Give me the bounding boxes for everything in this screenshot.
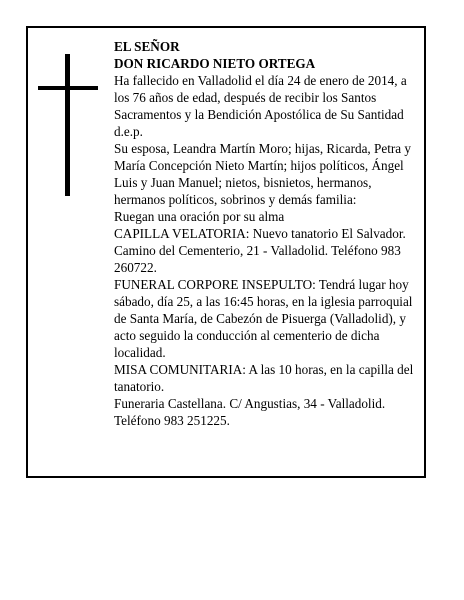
cross-vertical-bar <box>65 54 70 196</box>
cross-horizontal-bar <box>38 86 98 90</box>
wake-chapel-info: CAPILLA VELATORIA: Nuevo tanatorio El Salvador. Camino del Cementerio, 21 - Valladolid. Teléfono 983 260722. <box>114 226 406 275</box>
funeral-home-info: Funeraria Castellana. C/ Angustias, 34 - Valladolid. Teléfono 983 251225. <box>114 396 386 428</box>
notice-title: EL SEÑOR <box>114 39 180 54</box>
latin-cross-icon <box>38 54 98 196</box>
deceased-name: DON RICARDO NIETO ORTEGA <box>114 56 316 71</box>
death-announcement: Ha fallecido en Valladolid el día 24 de enero de 2014, a los 76 años de edad, después de recibir los Santos Sacramentos y la Bendición Apostólica de Su Santidad d.e.p. <box>114 73 407 139</box>
funeral-info: FUNERAL CORPORE INSEPULTO: Tendrá lugar hoy sábado, día 25, a las 16:45 horas, en la iglesia parroquial de Santa María, de Cabezón de Pisuerga (Valladolid), y acto seguido la conducción al cementerio de dicha localidad. <box>114 277 413 360</box>
obituary-text <box>114 38 420 429</box>
prayer-request: Ruegan una oración por su alma <box>114 209 285 224</box>
mass-info: MISA COMUNITARIA: A las 10 horas, en la capilla del tanatorio. <box>114 362 414 394</box>
family-list: Su esposa, Leandra Martín Moro; hijas, Ricarda, Petra y María Concepción Nieto Martín; hijos políticos, Ángel Luis y Juan Manuel; nietos, bisnietos, hermanos, hermanos políticos, sobrinos y demás familia: <box>114 141 412 207</box>
